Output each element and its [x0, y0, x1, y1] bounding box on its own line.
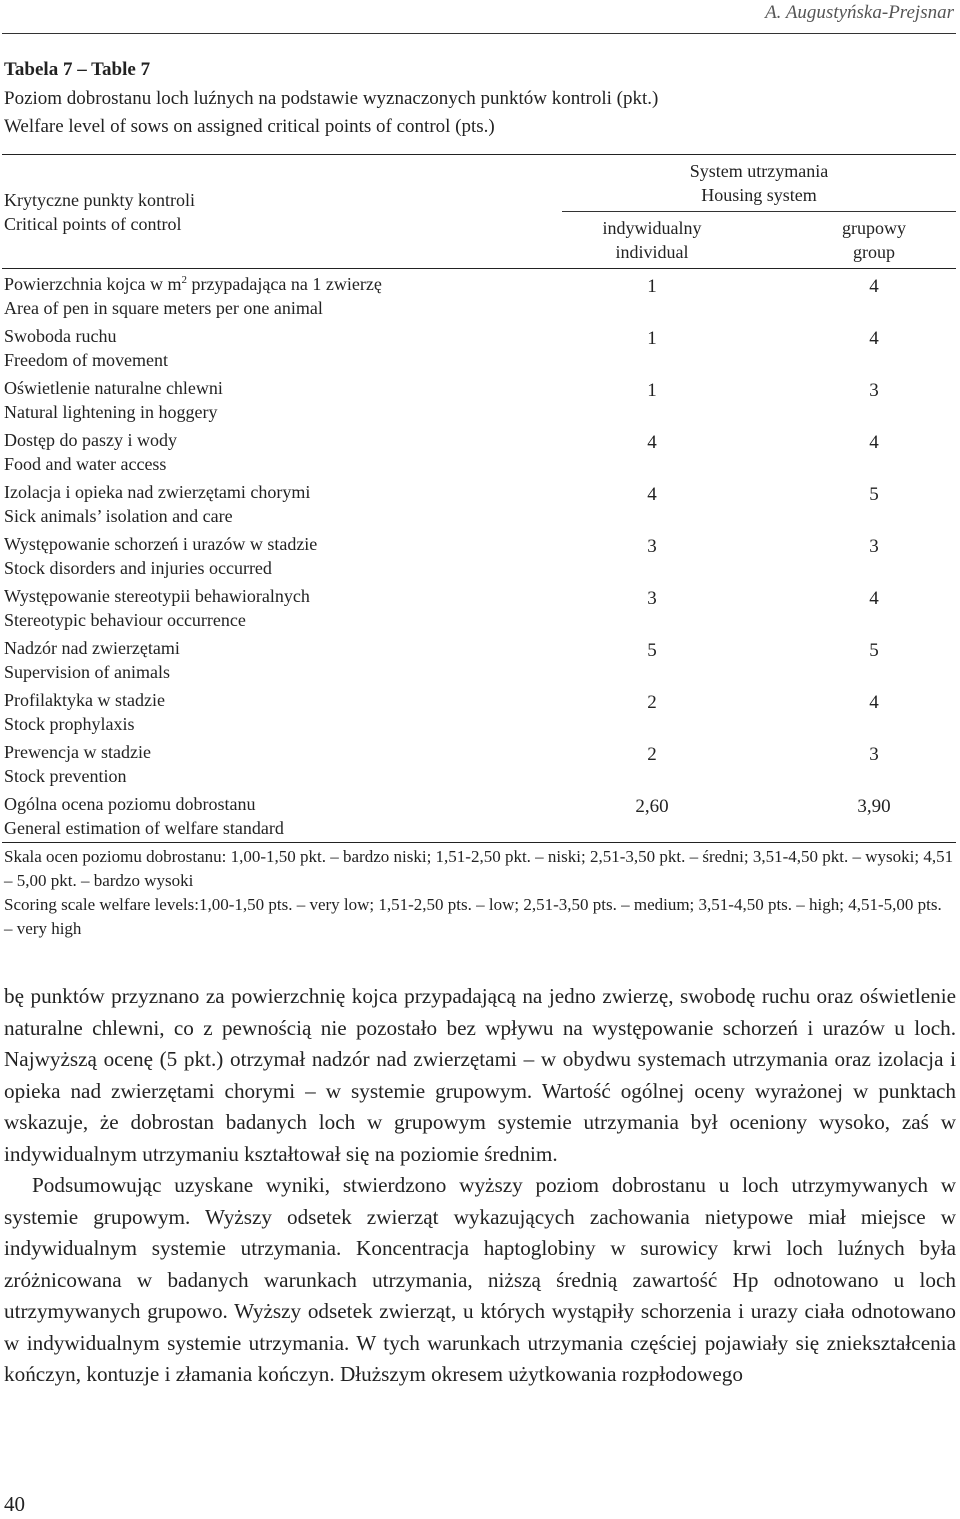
- cell-group: 4: [869, 692, 879, 713]
- row-label-en: Freedom of movement: [4, 350, 168, 370]
- cell-group: 5: [869, 484, 879, 505]
- cell-group: 4: [869, 276, 879, 297]
- body-paragraph: Podsumowując uzyskane wyniki, stwierdzono wyższy poziom dobrostanu u loch utrzymywanych w systemie grupowym. Wyższy odsetek zwierząt wykazujących zachowania nietypowe miał miejsce w indywidualnym systemie utrzymania. Koncentracja haptoglobiny w surowicy krwi loch luźnych była zróżnicowana w badanych warunkach utrzymania, niższą średnią zawartość Hp odnotowano u loch utrzymywanych grupowo. Wyższy odsetek zwierząt, u których wystąpiły schorzenia i urazy ciała odnotowano w indywidualnym systemie utrzymania. W tych warunkach utrzymania częściej pojawiały się zniekształcenia kończyn, kontuzje i złamania kończyn. Dłuższym okresem użytkowania rozpłodowego: [4, 1173, 956, 1386]
- cell-group: 3: [869, 744, 879, 765]
- cell-group: 3: [869, 536, 879, 557]
- header-rule: [2, 33, 956, 34]
- column-header-group: [742, 212, 956, 269]
- row-label: [2, 633, 562, 685]
- table-row: [2, 373, 956, 425]
- column-header-individual-pl: indywidualny: [602, 218, 702, 238]
- table-row-total: [2, 789, 956, 843]
- cell-group: 3,90: [742, 789, 956, 843]
- cell-group: 4: [869, 432, 879, 453]
- table-row: [2, 737, 956, 789]
- cell-individual: 2,60: [562, 789, 742, 843]
- table-caption: [4, 56, 658, 142]
- cell-group: 4: [869, 588, 879, 609]
- row-label-pl: Dostęp do paszy i wody: [4, 430, 177, 450]
- table-title-en: Welfare level of sows on assigned critical points of control (pts.): [4, 116, 495, 137]
- table-row: [2, 633, 956, 685]
- cell-individual: 1: [647, 328, 657, 349]
- cell-individual: 2: [647, 744, 657, 765]
- row-label-pl: Izolacja i opieka nad zwierzętami chorymi: [4, 482, 311, 502]
- column-header-housing-system-pl: System utrzymania: [689, 161, 829, 181]
- row-label-pl: [4, 272, 562, 296]
- welfare-table: [2, 154, 956, 843]
- cell-group: 5: [869, 640, 879, 661]
- cell-individual: 4: [647, 432, 657, 453]
- cell-individual: 1: [647, 380, 657, 401]
- row-label: [2, 373, 562, 425]
- row-label-en: General estimation of welfare standard: [4, 818, 284, 838]
- row-label: [2, 477, 562, 529]
- table-row: [2, 685, 956, 737]
- column-header-critical-points: [2, 155, 562, 269]
- row-label-pl-text: Powierzchnia kojca w m: [4, 274, 182, 294]
- running-head-author: A. Augustyńska-Prejsnar: [765, 2, 954, 23]
- row-label-superscript: 2: [181, 274, 187, 286]
- row-label: [2, 581, 562, 633]
- cell-individual: 2: [647, 692, 657, 713]
- table-row: [2, 425, 956, 477]
- table-row: [2, 321, 956, 373]
- cell-individual: 4: [647, 484, 657, 505]
- cell-group: 4: [869, 328, 879, 349]
- row-label-pl: Występowanie schorzeń i urazów w stadzie: [4, 534, 318, 554]
- row-label-en: Stereotypic behaviour occurrence: [4, 610, 246, 630]
- cell-individual: 3: [647, 536, 657, 557]
- table-note-pl: Skala ocen poziomu dobrostanu: 1,00-1,50 pkt. – bardzo niski; 1,51-2,50 pkt. – niski; 2,51-3,50 pkt. – średni; 3,51-4,50 pkt. – wysoki; 4,51 – 5,00 pkt. – bardzo wysoki: [4, 847, 954, 890]
- table-number: Tabela 7 – Table 7: [4, 59, 151, 80]
- row-label-pl: Oświetlenie naturalne chlewni: [4, 378, 223, 398]
- cell-group: 3: [869, 380, 879, 401]
- row-label-en: Stock prevention: [4, 766, 127, 786]
- row-label-en: Sick animals’ isolation and care: [4, 506, 233, 526]
- row-label-pl: Nadzór nad zwierzętami: [4, 638, 180, 658]
- row-label-en: Stock prophylaxis: [4, 714, 135, 734]
- body-paragraph: bę punktów przyznano za powierzchnię kojca przypadającą na jedno zwierzę, swobodę ruchu oraz oświetlenie naturalne chlewni, co z pewnością nie pozostało bez wpływu na występowanie schorzeń i urazów u loch. Najwyższą ocenę (5 pkt.) otrzymał nadzór nad zwierzętami – w obydwu systemach utrzymania oraz izolacja i opieka nad zwierzętami chorymi – w systemie grupowym. Wartość ogólnej oceny wyrażonej w punktach wskazuje, że dobrostan badanych loch w grupowym systemie utrzymania był oceniony wysoko, zaś w indywidualnym utrzymaniu kształtował się na poziomie średnim.: [4, 984, 956, 1166]
- column-header-housing-system: [562, 155, 956, 212]
- column-header-critical-points-pl: Krytyczne punkty kontroli: [4, 189, 195, 210]
- column-header-individual: [562, 212, 742, 269]
- row-label: [2, 425, 562, 477]
- row-label: [2, 529, 562, 581]
- row-label-en: Area of pen in square meters per one animal: [4, 298, 323, 318]
- row-label-pl: Ogólna ocena poziomu dobrostanu: [4, 794, 256, 814]
- table-row: [2, 269, 956, 322]
- row-label-pl: Profilaktyka w stadzie: [4, 690, 165, 710]
- row-label-pl-text-rest: przypadająca na 1 zwierzę: [186, 274, 382, 294]
- cell-individual: 1: [647, 276, 657, 297]
- column-header-individual-en: individual: [615, 242, 689, 262]
- column-header-group-pl: grupowy: [842, 218, 906, 238]
- row-label-en: Stock disorders and injuries occurred: [4, 558, 272, 578]
- column-header-housing-system-en: Housing system: [701, 185, 817, 205]
- column-header-critical-points-en: Critical points of control: [4, 213, 182, 234]
- row-label: [2, 737, 562, 789]
- row-label: [2, 789, 562, 843]
- table-row: [2, 477, 956, 529]
- row-label-pl: Prewencja w stadzie: [4, 742, 151, 762]
- row-label: [2, 321, 562, 373]
- row-label: [2, 269, 562, 322]
- row-label-pl: Występowanie stereotypii behawioralnych: [4, 586, 310, 606]
- row-label-pl: Swoboda ruchu: [4, 326, 117, 346]
- row-label-en: Supervision of animals: [4, 662, 170, 682]
- table-row: [2, 581, 956, 633]
- row-label: [2, 685, 562, 737]
- table-note-en: Scoring scale welfare levels:1,00-1,50 pts. – very low; 1,51-2,50 pts. – low; 2,51-3,50 pts. – medium; 3,51-4,50 pts. – high; 4,51-5,00 pts. – very high: [4, 895, 942, 938]
- row-label-en: Natural lightening in hoggery: [4, 402, 218, 422]
- body-text: [4, 981, 956, 1391]
- cell-individual: 3: [647, 588, 657, 609]
- page-number: 40: [4, 1492, 25, 1516]
- column-header-group-en: group: [853, 242, 895, 262]
- table-title-pl: Poziom dobrostanu loch luźnych na podstawie wyznaczonych punktów kontroli (pkt.): [4, 87, 659, 109]
- table-row: [2, 529, 956, 581]
- row-label-en: Food and water access: [4, 454, 167, 474]
- cell-individual: 5: [647, 640, 657, 661]
- table-note: [4, 845, 954, 941]
